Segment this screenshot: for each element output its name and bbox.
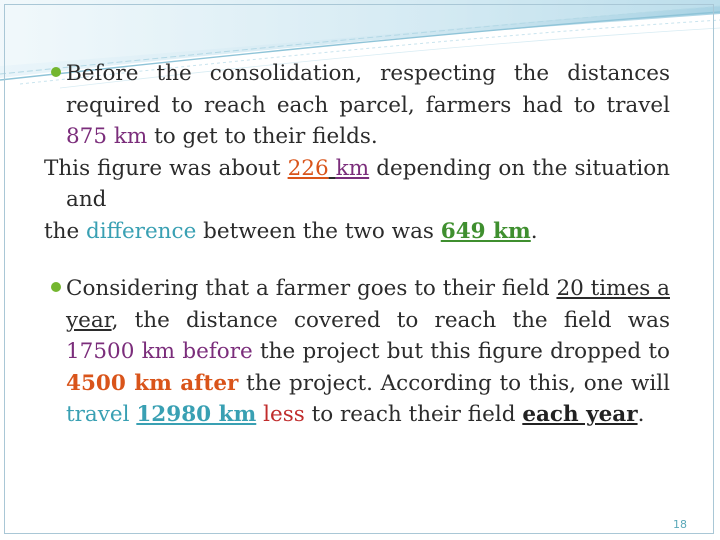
- value-875-km: 875 km: [66, 124, 148, 149]
- para3-text-end: .: [530, 218, 538, 244]
- para3-text: the: [44, 218, 87, 244]
- word-difference: difference: [86, 218, 197, 244]
- value-12980-km: 12980 km: [136, 402, 257, 427]
- value-226: 226: [287, 155, 329, 181]
- value-each-year: each year: [522, 402, 638, 427]
- paragraph-considering: [44, 273, 670, 431]
- para4-text-end: .: [637, 402, 645, 427]
- value-649-km: 649 km: [440, 218, 531, 244]
- para4-text-2: , the distance covered to reach the field was: [111, 307, 670, 333]
- para2-text: This figure was about: [44, 155, 288, 181]
- slide-number: 18: [673, 518, 687, 531]
- paragraph-difference: [44, 216, 670, 248]
- paragraph-gap: [44, 247, 670, 273]
- value-4500-km-after: 4500 km after: [66, 370, 239, 396]
- word-travel: travel: [66, 402, 130, 427]
- para4-text-3: the project but this figure dropped to: [252, 339, 670, 364]
- para4-text-4: the project. According to this, one will: [238, 370, 670, 396]
- value-17500-km-before: 17500 km before: [66, 339, 253, 364]
- value-km-unit: km: [335, 155, 370, 181]
- bullet-dot-icon: [51, 282, 61, 292]
- slide-content: [44, 58, 670, 431]
- bullet-dot-icon: [51, 67, 61, 77]
- paragraph-before-consolidation: [44, 58, 670, 153]
- para4-text-5: to reach their field: [304, 402, 523, 427]
- value-20-times-a-year: 20 times a year: [66, 276, 670, 333]
- para2-space: [329, 156, 336, 181]
- para3-text-mid: between the two was: [196, 218, 441, 244]
- para2-text-end: depending on the situation and: [66, 155, 671, 212]
- word-less: less: [263, 402, 305, 427]
- paragraph-figure-226: [44, 153, 670, 216]
- para4-text: Considering that a farmer goes to their field: [66, 276, 557, 301]
- para1-text-end: to get to their fields.: [147, 124, 378, 149]
- para1-text: Before the consolidation, respecting the distances required to reach each parcel, farmers had to travel: [66, 61, 670, 118]
